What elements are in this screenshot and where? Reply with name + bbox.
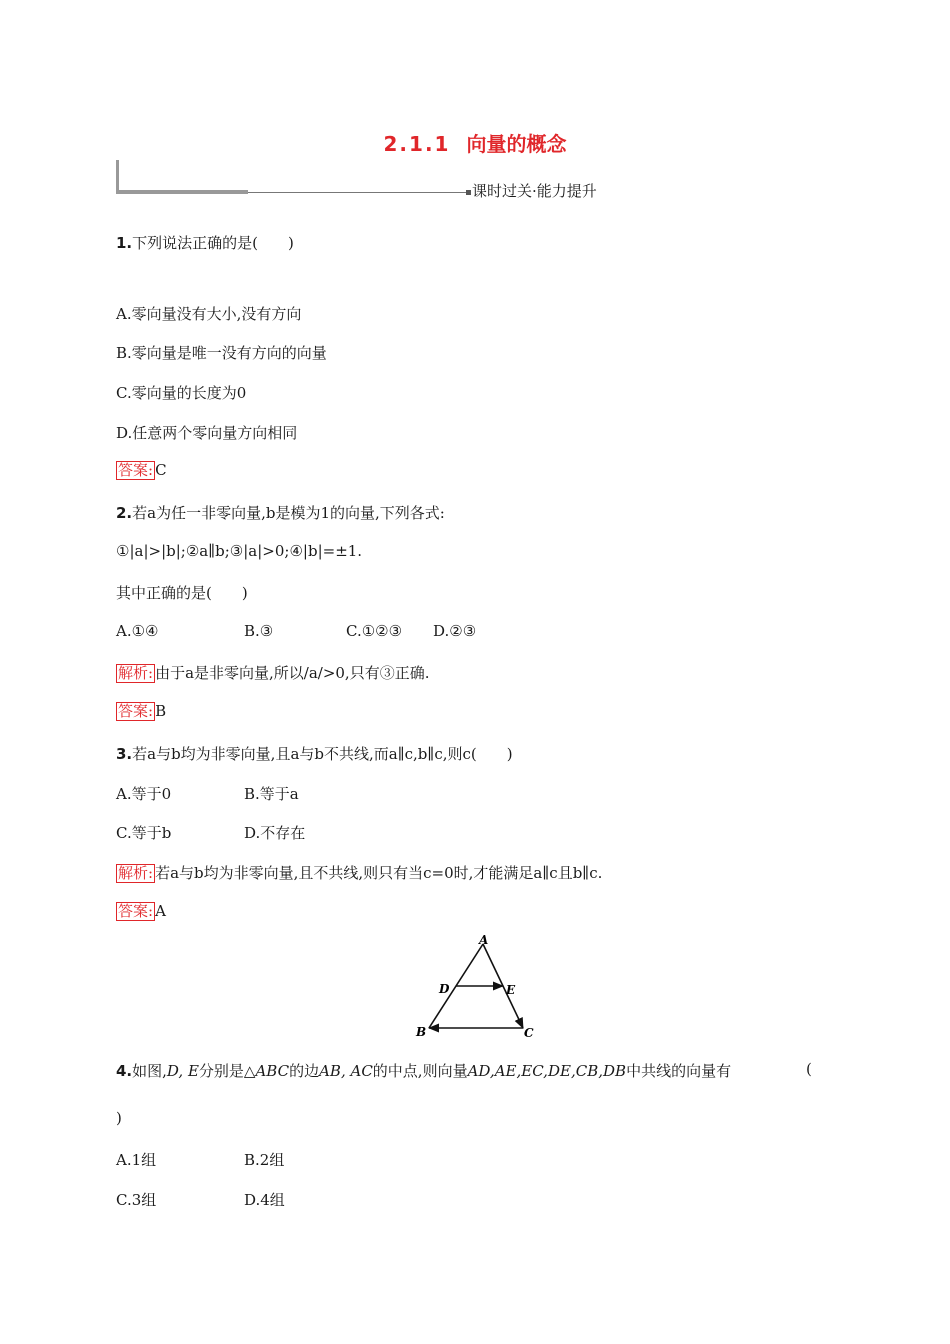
q4-paren-open: ( [806, 1060, 812, 1078]
q2-question: 其中正确的是( ) [116, 584, 248, 602]
q2-option-c: C.①②③ [346, 622, 403, 640]
q2-option-a: A.①④ [116, 622, 159, 640]
q2-answer: 答案: B [118, 702, 167, 720]
q3-option-b: B.等于a [244, 785, 299, 803]
q4-stem: 4.如图,D, E分别是△ABC的边AB, AC的中点,则向量AD,AE,EC,DE,CB,DB中共线的向量有 [116, 1062, 732, 1080]
q2-option-b: B.③ [244, 622, 274, 640]
q3-option-d: D.不存在 [244, 824, 306, 842]
q3-option-c: C.等于b [116, 824, 172, 842]
page-title [0, 128, 950, 157]
q2-analysis: 解析: 由于a是非零向量,所以/a/>0,只有③正确. [118, 664, 430, 682]
label-e: E [506, 983, 516, 997]
q1-stem: 1.下列说法正确的是( ) [116, 234, 294, 252]
square-bullet-icon [466, 190, 471, 195]
q4-option-d: D.4组 [244, 1191, 285, 1209]
label-c: C [524, 1026, 534, 1040]
q3-option-a: A.等于0 [116, 785, 172, 803]
q1-option-d: D.任意两个零向量方向相同 [116, 424, 298, 442]
section-number: 2.1.1 [383, 132, 451, 156]
label-a: A [479, 933, 489, 947]
q2-formula: ①|a|>|b|;②a∥b;③|a|>0;④|b|=±1. [116, 542, 363, 560]
answer-tag: 答案: [118, 702, 154, 720]
q1-option-a: A.零向量没有大小,没有方向 [116, 305, 302, 323]
q1-answer: 答案: C [118, 461, 167, 479]
label-b: B [416, 1025, 427, 1039]
answer-tag: 答案: [118, 461, 154, 479]
vector-list: AD,AE,EC,DE,CB,DB [467, 1062, 627, 1080]
section-title: 向量的概念 [466, 132, 567, 156]
section-bracket-thin [248, 192, 466, 193]
q3-stem: 3.若a与b均为非零向量,且a与b不共线,而a∥c,b∥c,则c( ) [116, 745, 513, 763]
section-label: 课时过关·能力提升 [466, 180, 597, 201]
analysis-tag: 解析: [118, 864, 154, 882]
q1-option-c: C.零向量的长度为0 [116, 384, 247, 402]
label-d: D [439, 982, 450, 996]
q2-option-d: D.②③ [433, 622, 477, 640]
q3-analysis: 解析: 若a与b均为非零向量,且不共线,则只有当c=0时,才能满足a∥c且b∥c. [118, 864, 603, 882]
q2-stem: 2.若a为任一非零向量,b是模为1的向量,下列各式: [116, 504, 445, 522]
section-bracket-thick [116, 190, 248, 194]
q4-option-a: A.1组 [116, 1151, 157, 1169]
q3-answer: 答案: A [118, 902, 166, 920]
q4-option-c: C.3组 [116, 1191, 157, 1209]
section-bracket-vertical [116, 160, 119, 193]
q4-option-b: B.2组 [244, 1151, 285, 1169]
answer-tag: 答案: [118, 902, 154, 920]
analysis-tag: 解析: [118, 664, 154, 682]
q1-option-b: B.零向量是唯一没有方向的向量 [116, 344, 327, 362]
q4-paren-close: ) [116, 1109, 122, 1127]
triangle-figure [410, 932, 540, 1042]
